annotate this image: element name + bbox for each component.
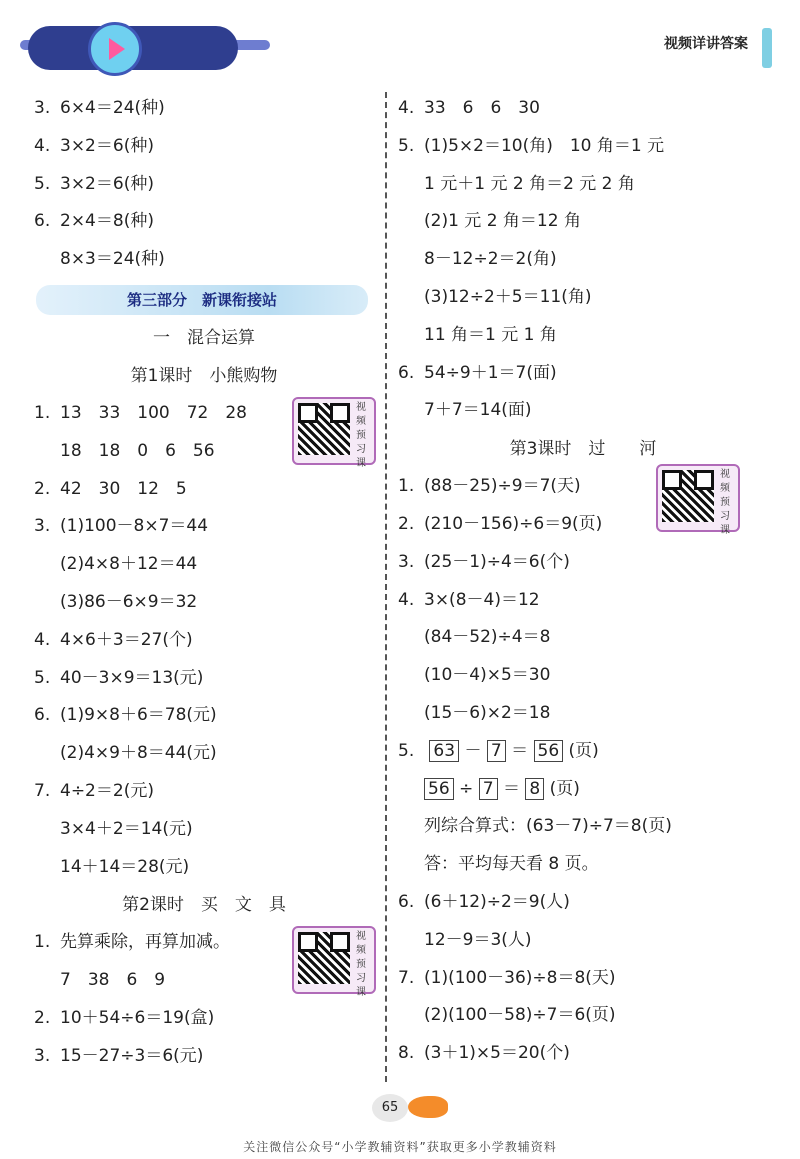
answer-text: (84－52)÷4＝8 [424,627,551,648]
qr-code-icon [298,403,350,455]
right-column [398,90,768,1073]
page-number: 65 [372,1094,408,1122]
answer-line [34,128,374,166]
answer-text: (1)9×8＋6＝78(元) [60,705,217,726]
answer-text: 4×6＋3＝27(个) [60,629,193,650]
answer-text: (3＋1)×5＝20(个) [424,1043,570,1064]
answer-line [398,922,768,960]
answer-text: 3×2＝6(种) [60,173,154,194]
answer-line [34,697,374,735]
qr-code-lesson3[interactable] [656,464,740,537]
answer-line [398,582,768,620]
answer-text: 13 33 100 72 28 [60,402,247,423]
answer-text: (10－4)×5＝30 [424,665,551,686]
play-icon[interactable] [88,22,142,76]
qr-label: 视频预习课 [356,931,366,999]
answer-box: 7 [479,778,498,800]
question-number: 6. [398,362,415,383]
answer-line [398,997,768,1035]
answer-text: 3×4＋2＝14(元) [60,818,193,839]
question-number: 3. [34,516,51,537]
answer-line [34,166,374,204]
unit: (页) [568,740,599,761]
answer-text: 11 角＝1 元 1 角 [424,324,557,345]
answer-line [398,203,768,241]
question-number: 5. [398,135,415,156]
answer-line [34,660,374,698]
answer-line [398,884,768,922]
answer-text: 10＋54÷6＝19(盒) [60,1007,215,1028]
answer-text: (210－156)÷6＝9(页) [424,513,603,534]
answer-text: 40－3×9＝13(元) [60,667,204,688]
lesson1-lines [34,395,374,886]
answer-line [34,1038,374,1076]
submarine-icon [408,1096,448,1118]
question-number: 2. [34,478,51,499]
question-number: 7. [398,967,415,988]
answer-line [34,241,374,279]
qr-code-lesson1[interactable] [292,397,376,469]
answer-line [398,619,768,657]
left-top-answers [34,90,374,279]
answer-text: 2×4＝8(种) [60,211,154,232]
operator: ÷ [459,778,474,799]
answer-line [398,960,768,998]
question-number: 3. [34,98,51,118]
answer-line [398,128,768,166]
question-number: 4. [34,629,51,650]
answer-text: 12－9＝3(人) [424,929,532,950]
answer-line [398,392,768,430]
answer-line [398,808,768,846]
answer-line [34,773,374,811]
answer-line [34,622,374,660]
answer-text: (2)1 元 2 角＝12 角 [424,211,581,232]
answer-text: (1)(100－36)÷8＝8(天) [424,967,616,988]
question-number: 3. [34,1045,51,1066]
question-number: 2. [34,1007,51,1028]
answer-line [398,544,768,582]
question-number: 5. [34,667,51,688]
qr-label: 视频预习课 [356,401,366,469]
q5-row1 [398,733,768,771]
lesson1-title: 第1课时 小熊购物 [130,365,278,386]
answer-text: (1)5×2＝10(角) 10 角＝1 元 [424,135,665,156]
left-column [34,90,374,1076]
answer-text: 8－12÷2＝2(角) [424,249,557,270]
answer-text: 15－27÷3＝6(元) [60,1045,204,1066]
question-number: 6. [34,705,51,726]
operator: － [464,740,482,761]
unit-title: 一 混合运算 [153,327,255,348]
answer-text: 42 30 12 5 [60,478,187,499]
answer-line [398,1035,768,1073]
answer-text: 答：平均每天看 8 页。 [424,854,599,875]
question-number: 7. [34,780,51,801]
answer-text: 7＋7＝14(面) [424,400,532,421]
answer-text: 7 38 6 9 [60,970,166,991]
answer-text: 1 元＋1 元 2 角＝2 元 2 角 [424,173,635,194]
answer-line [398,355,768,393]
lesson2-answers [34,924,374,1075]
answer-line [34,508,374,546]
column-divider [385,92,387,1082]
answer-text: (15－6)×2＝18 [424,702,551,723]
answer-text: (88－25)÷9＝7(天) [424,476,581,497]
answer-text: (2)4×8＋12＝44 [60,554,198,575]
answer-line [398,241,768,279]
answer-text: (2)4×9＋8＝44(元) [60,743,217,764]
answer-text: 8×3＝24(种) [60,249,165,270]
answer-line [34,203,374,241]
answer-text: 列综合算式：(63－7)÷7＝8(页) [424,816,672,837]
answer-text: 33 6 6 30 [424,98,540,118]
operator: ＝ [502,778,520,799]
answer-box: 7 [487,740,506,762]
answer-box: 56 [534,740,564,762]
header-title: 视频详讲答案 [664,36,748,52]
answer-text: 先算乘除，再算加减。 [60,932,230,953]
question-number: 3. [398,551,415,572]
question-number: 2. [398,513,415,534]
answer-line [34,735,374,773]
answer-line [34,471,374,509]
answer-text: 3×(8－4)＝12 [424,589,540,610]
lesson3-answers [398,468,768,1073]
answer-line [398,695,768,733]
answer-line [398,846,768,884]
question-number: 6. [34,211,51,232]
answer-text: 4÷2＝2(元) [60,780,154,801]
question-number: 5. [34,173,51,194]
section-title: 第三部分 新课衔接站 [36,285,368,315]
answer-line [398,279,768,317]
answer-text: 54÷9＋1＝7(面) [424,362,557,383]
question-number: 1. [34,932,51,953]
question-number: 1. [34,402,51,423]
answer-text: (3)86－6×9＝32 [60,591,198,612]
qr-code-icon [298,932,350,984]
q5-row2 [398,771,768,809]
question-number: 8. [398,1043,415,1064]
answer-text: (2)(100－58)÷7＝6(页) [424,1005,616,1026]
answer-box: 56 [424,778,454,800]
lesson2-title: 第2课时 买 文 具 [122,895,286,916]
unit: (页) [549,778,580,799]
answer-text: (6＋12)÷2＝9(人) [424,891,570,912]
answer-line [34,849,374,887]
qr-label: 视频预习课 [720,469,730,537]
answer-text: 18 18 0 6 56 [60,440,215,461]
lesson3-title: 第3课时 过 河 [509,439,657,460]
answer-line [398,166,768,204]
footer-text: 关注微信公众号“小学教辅资料”获取更多小学教辅资料 [243,1140,557,1154]
answer-line [398,317,768,355]
operator: ＝ [511,740,529,761]
question-number: 6. [398,891,415,912]
answer-line [34,811,374,849]
qr-code-lesson2[interactable] [292,926,376,999]
answer-text: 14＋14＝28(元) [60,856,190,877]
answer-line [34,90,374,128]
lesson1-answers [34,395,374,886]
question-number: 4. [398,98,415,118]
answer-line [398,90,768,128]
lesson3-lines-b [398,808,768,1073]
answer-line [398,657,768,695]
answer-line [34,584,374,622]
answer-line [34,1000,374,1038]
answer-box: 63 [429,740,459,762]
question-number: 4. [34,135,51,156]
answer-text: 3×2＝6(种) [60,135,154,156]
answer-text: (3)12÷2＋5＝11(角) [424,286,592,307]
question-number: 4. [398,589,415,610]
answer-box: 8 [525,778,544,800]
answer-text: (25－1)÷4＝6(个) [424,551,570,572]
page-header [0,0,800,82]
header-accent-bar [762,28,772,68]
qr-code-icon [662,470,714,522]
question-number: 5. [398,740,415,761]
answer-line [34,546,374,584]
right-top-answers [398,90,768,430]
question-number: 1. [398,476,415,497]
answer-text: 6×4＝24(种) [60,98,165,118]
answer-text: (1)100－8×7＝44 [60,516,209,537]
